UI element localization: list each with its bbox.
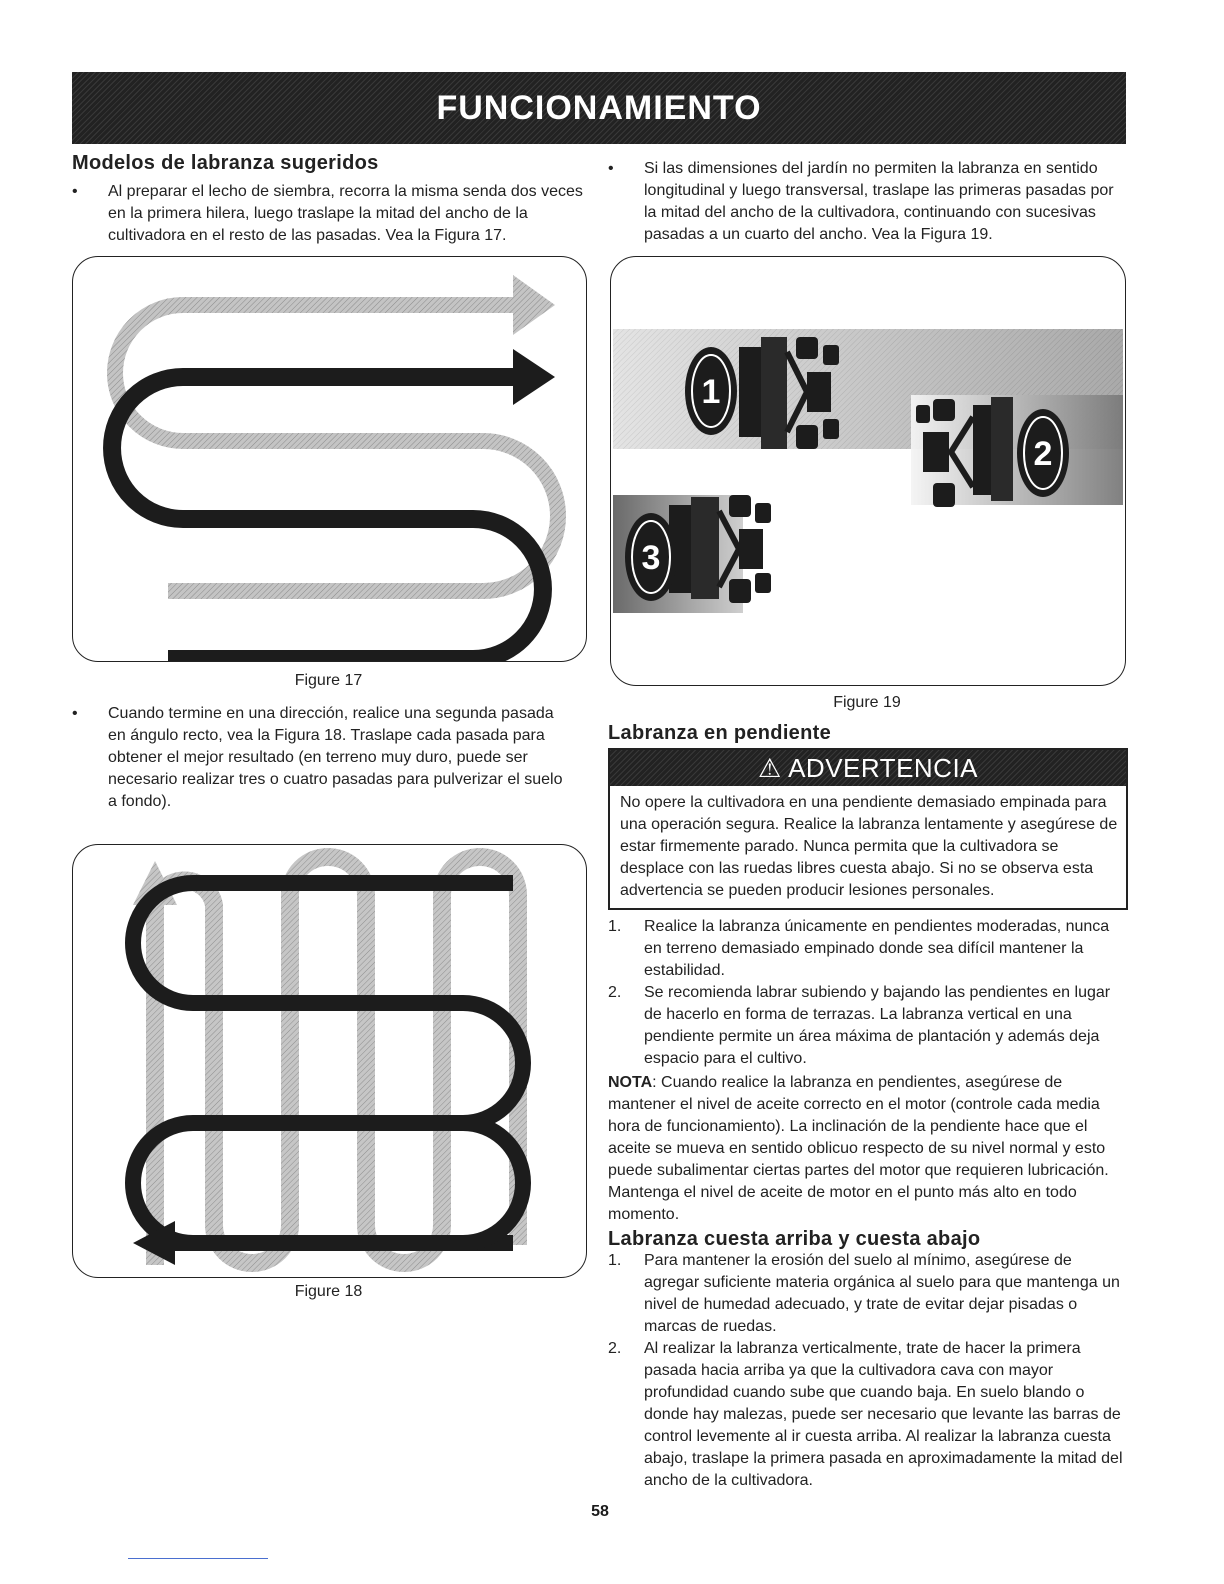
bullet-dot: • — [608, 160, 614, 177]
item-number: 2. — [608, 1340, 622, 1357]
svg-text:3: 3 — [641, 539, 661, 577]
numbered-item — [608, 1338, 1124, 1492]
slope-content — [608, 916, 1124, 1492]
item-text: Para mantener la erosión del suelo al mínimo, asegúrese de agregar suficiente materia orgánica al suelo para que mantenga un nivel de humedad adecuado, y trate de evitar dejar pisadas o marcas de ruedas. — [644, 1252, 1120, 1335]
bullet-item — [72, 181, 586, 247]
bullet-dot: • — [72, 705, 78, 722]
figure-19-diagram — [611, 257, 1125, 685]
footer-link-underline — [128, 1558, 268, 1559]
svg-text:2: 2 — [1033, 435, 1053, 473]
left-column — [72, 152, 586, 247]
tilling-patterns-heading: Modelos de labranza sugeridos — [72, 152, 379, 174]
numbered-item — [608, 916, 1124, 982]
bullet-item — [72, 703, 572, 813]
figure-17-diagram — [73, 257, 586, 661]
item-number: 2. — [608, 984, 622, 1001]
figure-17-caption: Figure 17 — [294, 672, 363, 689]
slope-tilling-heading: Labranza en pendiente — [608, 722, 832, 744]
figure-18-black-path — [133, 883, 523, 1243]
right-column — [608, 152, 1126, 246]
uphill-downhill-heading: Labranza cuesta arriba y cuesta abajo — [608, 1228, 981, 1250]
figure-18-caption: Figure 18 — [294, 1283, 363, 1300]
figure-19-caption: Figure 19 — [833, 694, 901, 711]
figure-17-black-path — [112, 377, 543, 659]
figure-19-frame — [610, 256, 1126, 686]
note-text: : Cuando realice la labranza en pendientes, asegúrese de mantener el nivel de aceite correcto en el motor (controle cada media hora de funcionamiento). La inclinación de la pendiente hace que el aceite se mueva en sentido oblicuo respecto de su nivel normal y esto puede subalimentar ciertas partes del motor que requieren lubricación. Mantenga el nivel de aceite de motor en el punto más alto en todo momento. — [608, 1074, 1109, 1223]
svg-text:1: 1 — [701, 373, 721, 411]
figure-17-black-arrowhead — [513, 349, 555, 405]
item-text: Al realizar la labranza verticalmente, trate de hacer la primera pasada hacia arriba ya que la cultivadora cava con mayor profundidad cuando sube que cuando baja. En suelo blando o donde hay malezas, puede ser necesario que levante las barras de control levemente al ir cuesta arriba. Al realizar la labranza cuesta abajo, traslape la primera pasada en aproximadamente la mitad del ancho de la cultivadora. — [644, 1340, 1123, 1489]
item-number: 1. — [608, 1252, 622, 1269]
note-paragraph — [608, 1072, 1124, 1226]
bullet-item — [608, 158, 1126, 246]
bullet-text: Si las dimensiones del jardín no permiten la labranza en sentido longitudinal y luego transversal, traslape las primeras pasadas por la mitad del ancho de la cultivadora, continuando con sucesivas pasadas a un cuarto del ancho. Vea la Figura 19. — [644, 160, 1114, 243]
figure-19-marker-1 — [685, 347, 737, 435]
warning-triangle-icon: ⚠ — [757, 752, 782, 783]
bullet-text: Cuando termine en una dirección, realice una segunda pasada en ángulo recto, vea la Figura 18. Traslape cada pasada para obtener el mejor resultado (en terreno muy duro, puede ser necesario realizar tres o cuatro pasadas para pulverizar el suelo a fondo). — [108, 705, 563, 810]
numbered-item — [608, 1250, 1124, 1338]
figure-18-frame — [72, 844, 587, 1278]
section-title: FUNCIONAMIENTO — [436, 88, 762, 127]
warning-box — [608, 748, 1128, 910]
note-label: NOTA — [608, 1074, 653, 1091]
section-header-bar — [72, 72, 1126, 144]
figure-17-frame — [72, 256, 587, 662]
bullet-dot: • — [72, 183, 78, 200]
warning-text: No opere la cultivadora en una pendiente demasiado empinada para una operación segura. Realice la labranza lentamente y asegúrese de estar firmemente parado. Nunca permita que la cultivadora se desplace con las ruedas libres cuesta abajo. Si no se observa esta advertencia se pueden producir lesiones personales. — [620, 794, 1118, 899]
figure-18-gray-path — [155, 857, 518, 1265]
figure-18-diagram — [73, 845, 586, 1277]
figure-17-gray-arrowhead — [513, 275, 555, 335]
item-text: Se recomienda labrar subiendo y bajando las pendientes en lugar de hacerlo en forma de terrazas. La labranza vertical en una pendiente permite un área máxima de plantación y además deja espacio para el cultivo. — [644, 984, 1111, 1067]
numbered-item — [608, 982, 1124, 1070]
figure-17-gray-path — [115, 305, 558, 591]
item-text: Realice la labranza únicamente en pendientes moderadas, nunca en terreno demasiado empinado donde sea difícil mantener la estabilidad. — [644, 918, 1110, 979]
warning-header — [610, 750, 1126, 786]
warning-title — [758, 753, 978, 784]
warning-title-text: ADVERTENCIA — [788, 752, 979, 783]
bullet-text: Al preparar el lecho de siembra, recorra la misma senda dos veces en la primera hilera, luego traslape la mitad del ancho de la cultivadora en el resto de las pasadas. Vea la Figura 17. — [108, 183, 583, 244]
figure-19-marker-3 — [625, 513, 677, 601]
item-number: 1. — [608, 918, 622, 935]
figure-19-marker-2 — [1017, 409, 1069, 497]
page-number: 58 — [591, 1503, 609, 1520]
